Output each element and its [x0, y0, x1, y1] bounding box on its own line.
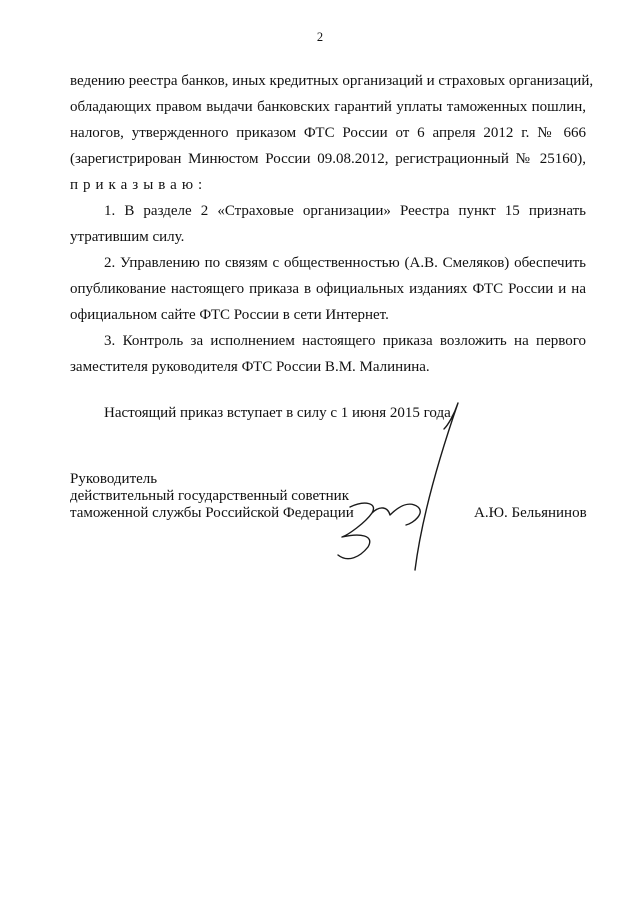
handwritten-signature [330, 395, 475, 580]
signatory-title-line-2: действительный государственный советник [70, 488, 350, 504]
page-number: 2 [316, 30, 324, 44]
effective-date-text: Настоящий приказ вступает в силу с 1 июня 2015 года. [104, 405, 455, 421]
item-2-line-2: опубликование настоящего приказа в официальных изданиях ФТС России и на [70, 281, 586, 297]
intro-line-4: (зарегистрирован Минюстом России 09.08.2012, регистрационный № 25160), [70, 151, 586, 167]
item-2-line-3: официальном сайте ФТС России в сети Интернет. [70, 307, 389, 323]
signatory-title-line-1: Руководитель [70, 471, 158, 487]
order-word: приказываю: [70, 177, 208, 193]
intro-line-3: налогов, утвержденного приказом ФТС России от 6 апреля 2012 г. № 666 [70, 125, 586, 141]
intro-line-2: обладающих правом выдачи банковских гарантий уплаты таможенных пошлин, [70, 99, 586, 115]
item-3-line-1: 3. Контроль за исполнением настоящего приказа возложить на первого [104, 333, 586, 349]
item-1-line-1: 1. В разделе 2 «Страховые организации» Реестра пункт 15 признать [104, 203, 586, 219]
intro-line-1: ведению реестра банков, иных кредитных организаций и страховых организаций, [70, 73, 594, 89]
signatory-name: А.Ю. Бельянинов [474, 505, 587, 521]
item-1-line-2: утратившим силу. [70, 229, 185, 245]
item-2-line-1: 2. Управлению по связям с общественностью (А.В. Смеляков) обеспечить [104, 255, 586, 271]
signatory-title-line-3: таможенной службы Российской Федерации [70, 505, 354, 521]
item-3-line-2: заместителя руководителя ФТС России В.М. Малинина. [70, 359, 430, 375]
